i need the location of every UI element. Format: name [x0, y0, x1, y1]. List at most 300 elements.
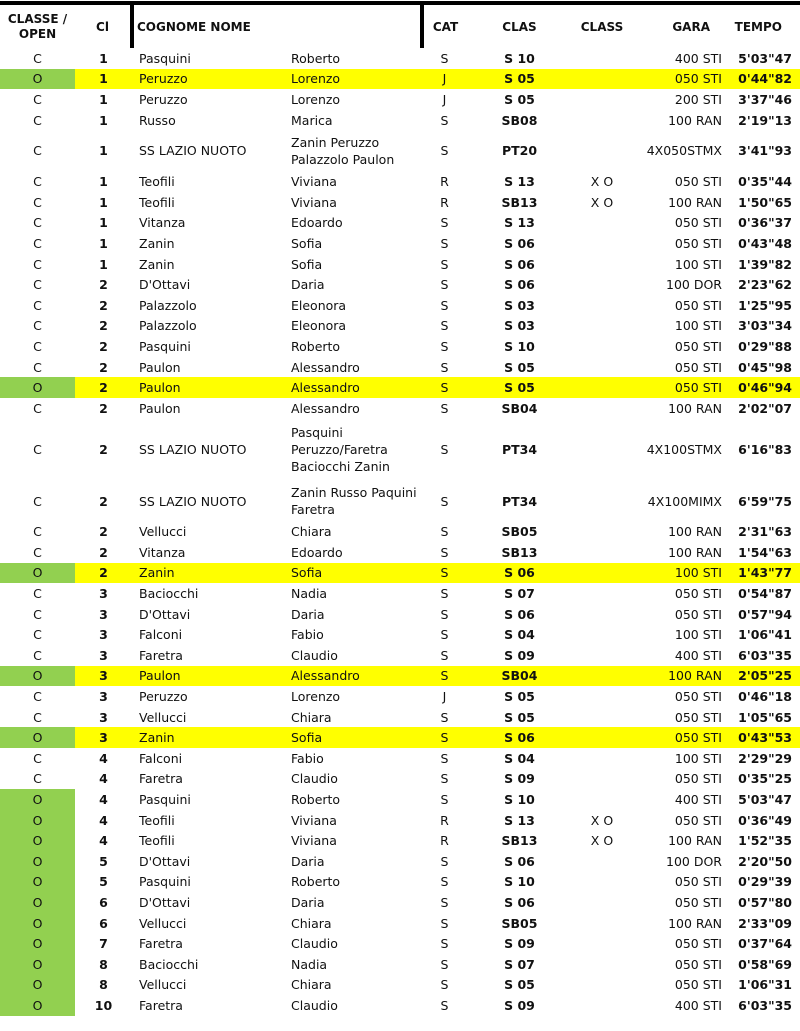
cell-gara: 400 STI	[674, 647, 722, 663]
cell-cognome: Vitanza	[139, 544, 186, 560]
cell-clas: S 06	[504, 235, 535, 251]
cell-cl: 4	[99, 771, 108, 787]
cell-cognome: Falconi	[139, 750, 183, 766]
cell-gara: 4X050STMX	[646, 143, 722, 159]
cell-cl: 2	[99, 359, 108, 375]
cell-gara: 100 DOR	[666, 853, 722, 869]
table-row	[0, 583, 800, 604]
cell-classe: O	[0, 377, 75, 398]
cell-cognome: SS LAZIO NUOTO	[139, 442, 247, 457]
table-row	[0, 171, 800, 192]
cell-cat: S	[440, 977, 449, 993]
cell-cognome: Paulon	[132, 377, 287, 398]
cell-cl: 1	[99, 215, 108, 231]
cell-cognome: Teofili	[139, 174, 175, 190]
cell-cognome: Russo	[139, 112, 176, 128]
cell-nome: Alessandro	[291, 359, 360, 375]
cell-cognome: Vellucci	[139, 977, 187, 993]
table-row	[0, 933, 800, 954]
cell-gara: 050 STI	[632, 69, 730, 90]
cell-nome: Claudio	[291, 936, 338, 952]
cell-tempo: 0'36"49	[738, 812, 792, 828]
cell-cat: S	[440, 771, 449, 787]
header-cl: Cl	[96, 19, 109, 34]
cell-nome: Chiara	[291, 524, 332, 540]
cell-cl: 2	[99, 338, 108, 354]
cell-tempo: 0'44"82	[730, 69, 800, 90]
cell-classe: C	[33, 297, 42, 313]
cell-cognome: D'Ottavi	[139, 853, 191, 869]
cell-cognome: Faretra	[139, 771, 183, 787]
table-row	[0, 707, 800, 728]
table-row	[0, 377, 800, 398]
cell-class	[572, 522, 632, 543]
cell-classe: C	[33, 194, 42, 210]
cell-clas: S 13	[504, 174, 535, 190]
cell-classe: O	[0, 851, 75, 872]
table-row	[0, 419, 800, 481]
cell-nome: Lorenzo	[291, 689, 341, 705]
cell-gara: 050 STI	[674, 977, 722, 993]
cell-cl: 2	[75, 377, 132, 398]
cell-tempo: 1'05"65	[738, 709, 792, 725]
table-row	[0, 769, 800, 790]
header-row	[0, 5, 800, 48]
cell-cognome: Vellucci	[139, 915, 187, 931]
cell-gara: 050 STI	[674, 586, 722, 602]
cell-class	[572, 213, 632, 234]
cell-clas: S 05	[504, 91, 535, 107]
cell-cat: S	[440, 318, 449, 334]
cell-cl: 5	[99, 853, 108, 869]
cell-nome: Sofia	[291, 235, 323, 251]
cell-tempo: 5'03"47	[738, 50, 792, 66]
cell-class	[572, 69, 632, 90]
cell-clas: SB04	[467, 666, 572, 687]
cell-gara: 100 RAN	[668, 400, 722, 416]
table-row	[0, 233, 800, 254]
cell-class	[572, 686, 632, 707]
cell-clas: S 06	[504, 853, 535, 869]
cell-cl: 2	[75, 563, 132, 584]
cell-classe: C	[33, 338, 42, 354]
header-class: CLASS	[580, 19, 624, 34]
cell-gara: 400 STI	[674, 997, 722, 1013]
cell-nome: Roberto	[291, 874, 341, 890]
cell-classe: O	[0, 69, 75, 90]
cell-gara: 100 RAN	[668, 833, 722, 849]
cell-cognome: Faretra	[139, 997, 183, 1013]
cell-cognome: Teofili	[139, 812, 175, 828]
header-classe: CLASSE /	[7, 11, 68, 26]
cell-class	[572, 542, 632, 563]
cell-cat: J	[422, 69, 467, 90]
cell-cl: 2	[99, 400, 108, 416]
cell-tempo: 2'19"13	[738, 112, 792, 128]
cell-tempo: 6'59"75	[738, 493, 792, 509]
cell-gara: 050 STI	[674, 874, 722, 890]
cell-nome: Fabio	[291, 750, 324, 766]
cell-classe: C	[33, 215, 42, 231]
cell-cl: 3	[99, 689, 108, 705]
table-row	[0, 542, 800, 563]
table-row	[0, 89, 800, 110]
cell-gara: 050 STI	[674, 894, 722, 910]
cell-cognome: Pasquini	[139, 792, 191, 808]
cell-cl: 7	[99, 936, 108, 952]
cell-clas: S 06	[504, 606, 535, 622]
cell-clas: S 04	[504, 627, 535, 643]
cell-cognome: Zanin	[132, 563, 287, 584]
cell-tempo: 3'03"34	[738, 318, 792, 334]
cell-classe: C	[33, 359, 42, 375]
cell-tempo: 0'29"39	[738, 874, 792, 890]
cell-nome: Edoardo	[291, 215, 343, 231]
table-row	[0, 666, 800, 687]
cell-cat: S	[440, 750, 449, 766]
cell-cognome: Vellucci	[139, 709, 187, 725]
cell-cl: 1	[99, 143, 108, 159]
cell-class	[572, 933, 632, 954]
cell-class: X O	[590, 833, 614, 849]
cell-class	[572, 748, 632, 769]
cell-cl: 2	[99, 493, 108, 509]
cell-gara: 100 RAN	[632, 666, 730, 687]
table-row	[0, 995, 800, 1016]
cell-gara: 050 STI	[674, 936, 722, 952]
cell-gara: 4X100STMX	[646, 442, 722, 457]
cell-cl: 1	[99, 50, 108, 66]
cell-tempo: 0'43"53	[730, 727, 800, 748]
cell-gara: 200 STI	[674, 91, 722, 107]
table-row	[0, 316, 800, 337]
cell-tempo: 0'57"80	[738, 894, 792, 910]
cell-tempo: 1'06"31	[738, 977, 792, 993]
cell-cl: 3	[75, 727, 132, 748]
cell-clas: S 04	[504, 750, 535, 766]
cell-cl: 8	[99, 956, 108, 972]
cell-cognome: SS LAZIO NUOTO	[139, 493, 247, 509]
cell-clas: SB08	[501, 112, 538, 128]
cell-cat: S	[440, 297, 449, 313]
cell-cognome: Zanin	[139, 235, 175, 251]
cell-nome: Daria	[291, 853, 325, 869]
cell-class	[572, 789, 632, 810]
cell-classe: C	[33, 709, 42, 725]
cell-nome: Claudio	[291, 771, 338, 787]
cell-cat: S	[440, 956, 449, 972]
cell-clas: SB04	[501, 400, 538, 416]
cell-classe: C	[33, 627, 42, 643]
cell-gara: 050 STI	[674, 956, 722, 972]
cell-classe: C	[33, 400, 42, 416]
table-row	[0, 357, 800, 378]
cell-tempo: 0'35"25	[738, 771, 792, 787]
cell-cat: R	[440, 833, 449, 849]
cell-nome: Eleonora	[291, 297, 347, 313]
cell-cat: S	[440, 586, 449, 602]
cell-cat: R	[440, 812, 449, 828]
cell-cognome: D'Ottavi	[139, 606, 191, 622]
cell-classe: O	[0, 810, 75, 831]
cell-cognome: Pasquini	[139, 874, 191, 890]
cell-clas: S 06	[504, 256, 535, 272]
cell-class	[572, 295, 632, 316]
table-row	[0, 69, 800, 90]
cell-cognome: Faretra	[139, 647, 183, 663]
cell-classe: C	[33, 586, 42, 602]
cell-gara: 100 STI	[674, 750, 722, 766]
cell-class	[572, 872, 632, 893]
cell-cl: 6	[99, 894, 108, 910]
cell-cat: S	[440, 442, 449, 457]
cell-cognome: Falconi	[139, 627, 183, 643]
cell-classe: O	[0, 727, 75, 748]
cell-clas: S 03	[504, 318, 535, 334]
cell-classe: C	[33, 493, 42, 509]
cell-class	[572, 851, 632, 872]
cell-cognome: SS LAZIO NUOTO	[139, 143, 247, 159]
cell-classe: O	[0, 995, 75, 1016]
cell-gara: 100 RAN	[668, 524, 722, 540]
cell-gara: 050 STI	[632, 727, 730, 748]
cell-tempo: 1'43"77	[730, 563, 800, 584]
cell-cl: 5	[99, 874, 108, 890]
cell-cat: S	[440, 493, 449, 509]
cell-cl: 2	[99, 297, 108, 313]
cell-tempo: 2'02"07	[738, 400, 792, 416]
cell-cl: 2	[99, 318, 108, 334]
cell-clas: S 06	[467, 563, 572, 584]
cell-cognome: Paulon	[139, 359, 181, 375]
cell-nome: Sofia	[287, 727, 422, 748]
cell-cl: 4	[99, 792, 108, 808]
table-row	[0, 336, 800, 357]
cell-cl: 3	[99, 647, 108, 663]
cell-cognome: Teofili	[139, 194, 175, 210]
cell-tempo: 2'29"29	[738, 750, 792, 766]
cell-gara: 100 STI	[674, 256, 722, 272]
header-clas: CLAS	[502, 19, 537, 34]
cell-tempo: 1'54"63	[738, 544, 792, 560]
cell-nome: Lorenzo	[291, 91, 341, 107]
cell-classe: C	[33, 143, 42, 159]
cell-cat: S	[422, 727, 467, 748]
cell-clas: S 10	[504, 792, 535, 808]
cell-tempo: 0'43"48	[738, 235, 792, 251]
cell-cognome: Peruzzo	[132, 69, 287, 90]
header-tempo: TEMPO	[734, 19, 782, 34]
cell-class	[572, 727, 632, 748]
table-row	[0, 274, 800, 295]
cell-clas: S 09	[504, 771, 535, 787]
cell-class: X O	[590, 194, 614, 210]
cell-class	[572, 357, 632, 378]
cell-tempo: 6'16"83	[738, 442, 792, 457]
cell-clas: S 05	[467, 69, 572, 90]
cell-nome: Claudio	[291, 647, 338, 663]
cell-classe: O	[0, 975, 75, 996]
cell-class	[572, 645, 632, 666]
cell-clas: S 05	[467, 377, 572, 398]
cell-class	[572, 377, 632, 398]
cell-cat: S	[440, 647, 449, 663]
cell-cl: 1	[99, 91, 108, 107]
cell-nome: Lorenzo	[287, 69, 422, 90]
cell-classe: C	[33, 771, 42, 787]
table-row	[0, 110, 800, 131]
cell-classe: O	[0, 913, 75, 934]
cell-nome: Claudio	[291, 997, 338, 1013]
cell-cl: 3	[99, 606, 108, 622]
cell-clas: S 09	[504, 647, 535, 663]
cell-nome: Viviana	[291, 812, 337, 828]
cell-gara: 400 STI	[674, 50, 722, 66]
cell-cat: S	[440, 112, 449, 128]
cell-clas: SB05	[501, 915, 538, 931]
cell-clas: S 10	[504, 338, 535, 354]
results-body	[0, 48, 800, 1016]
cell-cl: 3	[99, 627, 108, 643]
cell-cognome: Baciocchi	[139, 956, 199, 972]
cell-cl: 4	[99, 812, 108, 828]
cell-nome: Daria	[291, 277, 325, 293]
cell-class: X O	[590, 174, 614, 190]
cell-cl: 10	[94, 997, 113, 1013]
cell-cat: S	[440, 915, 449, 931]
table-row	[0, 748, 800, 769]
cell-classe: O	[0, 892, 75, 913]
header-cognome-nome: COGNOME NOME	[132, 5, 287, 48]
cell-cl: 4	[99, 750, 108, 766]
cell-nome: Sofia	[287, 563, 422, 584]
cell-cognome: Zanin	[132, 727, 287, 748]
table-row	[0, 686, 800, 707]
cell-clas: PT34	[501, 493, 538, 509]
cell-cognome: Palazzolo	[139, 318, 197, 334]
cell-nome: Fabio	[291, 627, 324, 643]
cell-tempo: 3'41"93	[738, 143, 792, 159]
cell-classe: O	[0, 563, 75, 584]
cell-cat: S	[440, 215, 449, 231]
cell-class	[572, 233, 632, 254]
cell-gara: 100 STI	[674, 318, 722, 334]
cell-cat: S	[440, 936, 449, 952]
cell-classe: C	[33, 112, 42, 128]
cell-class	[572, 110, 632, 131]
cell-class	[572, 481, 632, 522]
cell-tempo: 1'52"35	[738, 833, 792, 849]
cell-clas: S 10	[504, 874, 535, 890]
cell-cl: 1	[99, 235, 108, 251]
cell-gara: 100 RAN	[668, 194, 722, 210]
table-row	[0, 604, 800, 625]
cell-cognome: D'Ottavi	[139, 894, 191, 910]
cell-nome: Alessandro	[287, 666, 422, 687]
cell-cl: 2	[99, 544, 108, 560]
cell-nome: Zanin Peruzzo Palazzolo Paulon	[291, 134, 395, 167]
cell-nome: Chiara	[291, 915, 332, 931]
table-row	[0, 810, 800, 831]
header-cat: CAT	[432, 19, 459, 34]
cell-cat: S	[440, 997, 449, 1013]
cell-nome: Alessandro	[287, 377, 422, 398]
cell-cognome: Peruzzo	[139, 91, 188, 107]
cell-tempo: 0'36"37	[738, 215, 792, 231]
cell-cat: S	[440, 359, 449, 375]
cell-tempo: 1'25"95	[738, 297, 792, 313]
cell-classe: C	[33, 544, 42, 560]
cell-class	[572, 995, 632, 1016]
cell-tempo: 1'06"41	[738, 627, 792, 643]
cell-tempo: 2'23"62	[738, 277, 792, 293]
cell-nome: Pasquini Peruzzo/Faretra Baciocchi Zanin	[291, 425, 390, 474]
cell-gara: 100 STI	[674, 627, 722, 643]
cell-gara: 050 STI	[674, 215, 722, 231]
cell-clas: PT34	[501, 442, 538, 457]
cell-cognome: Paulon	[139, 400, 181, 416]
cell-class	[572, 274, 632, 295]
cell-cat: S	[440, 853, 449, 869]
cell-cl: 2	[99, 442, 108, 457]
cell-gara: 100 DOR	[666, 277, 722, 293]
cell-clas: S 06	[504, 277, 535, 293]
cell-nome: Zanin Russo Paquini Faretra	[291, 485, 417, 517]
cell-gara: 050 STI	[674, 771, 722, 787]
table-row	[0, 398, 800, 419]
cell-nome: Nadia	[291, 956, 328, 972]
cell-clas: S 05	[504, 709, 535, 725]
cell-cat: R	[440, 174, 449, 190]
header-open: OPEN	[18, 26, 57, 41]
cell-gara: 050 STI	[674, 689, 722, 705]
cell-class	[572, 48, 632, 69]
cell-classe: C	[33, 442, 42, 457]
cell-classe: C	[33, 524, 42, 540]
table-row	[0, 624, 800, 645]
cell-class	[572, 913, 632, 934]
table-row	[0, 130, 800, 171]
cell-classe: C	[33, 750, 42, 766]
cell-tempo: 0'54"87	[738, 586, 792, 602]
cell-cognome: D'Ottavi	[139, 277, 191, 293]
cell-tempo: 0'58"69	[738, 956, 792, 972]
cell-class	[572, 130, 632, 171]
cell-tempo: 0'29"88	[738, 338, 792, 354]
header-classe-open	[0, 5, 75, 48]
table-row	[0, 295, 800, 316]
cell-cat: S	[440, 544, 449, 560]
cell-classe: C	[33, 174, 42, 190]
cell-tempo: 0'46"18	[738, 689, 792, 705]
cell-nome: Chiara	[291, 977, 332, 993]
cell-classe: C	[33, 235, 42, 251]
cell-cognome: Pasquini	[139, 338, 191, 354]
cell-cat: S	[440, 50, 449, 66]
results-table	[0, 5, 800, 1016]
cell-cat: S	[440, 874, 449, 890]
cell-cat: S	[422, 563, 467, 584]
cell-clas: S 09	[504, 936, 535, 952]
cell-nome: Roberto	[291, 792, 341, 808]
cell-gara: 050 STI	[674, 709, 722, 725]
cell-gara: 100 RAN	[668, 915, 722, 931]
cell-cat: S	[440, 792, 449, 808]
cell-classe: O	[0, 933, 75, 954]
cell-class	[572, 89, 632, 110]
cell-classe: O	[0, 872, 75, 893]
cell-clas: SB13	[501, 544, 538, 560]
